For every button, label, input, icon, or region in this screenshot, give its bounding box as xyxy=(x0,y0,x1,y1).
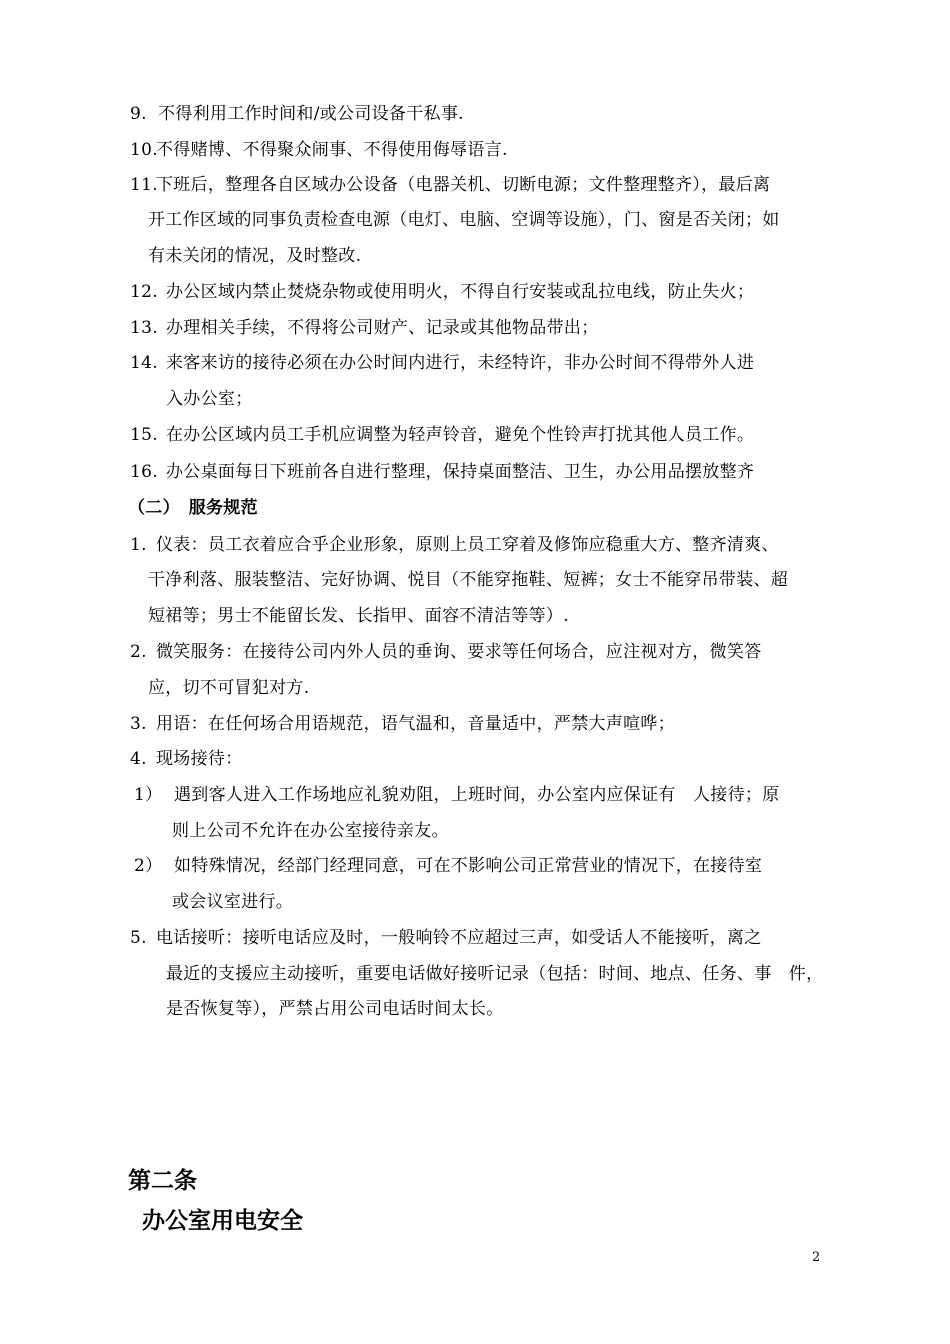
rule-number: 14. xyxy=(130,353,158,373)
rule-11-line-2: 开工作区域的同事负责检查电源（电灯、电脑、空调等设施），门、窗是否关闭；如 xyxy=(148,210,780,230)
rule-number: 9. xyxy=(130,104,147,124)
rule-text: 不得利用工作时间和/或公司设备干私事. xyxy=(158,104,464,124)
service-rule-4-sub-1 xyxy=(134,784,780,806)
rule-text: 办公区域内禁止焚烧杂物或使用明火，不得自行安装或乱拉电线，防止失火； xyxy=(166,282,755,302)
rule-text: 电话接听：接听电话应及时，一般响铃不应超过三声，如受话人不能接听，离之 xyxy=(156,928,762,948)
service-rule-5 xyxy=(130,927,762,949)
service-rule-1 xyxy=(130,534,779,556)
rule-number: 12. xyxy=(130,282,158,302)
article-title: 第二条 xyxy=(128,1168,197,1194)
service-rule-5-line-3: 是否恢复等），严禁占用公司电话时间太长。 xyxy=(166,999,504,1019)
rule-number: 11. xyxy=(130,175,158,195)
rule-number: 5. xyxy=(130,928,147,948)
rule-text: 现场接待： xyxy=(156,749,243,769)
rule-number: 3. xyxy=(130,714,147,734)
rule-number: 15. xyxy=(130,425,158,445)
rule-14 xyxy=(130,352,754,374)
rule-15 xyxy=(130,424,754,446)
service-rule-1-line-3: 短裙等；男士不能留长发、长指甲、面容不清洁等等）. xyxy=(148,606,569,626)
rule-number: 13. xyxy=(130,318,158,338)
rule-16 xyxy=(130,461,754,483)
service-rule-4-sub-2-line-2: 或会议室进行。 xyxy=(172,892,294,912)
article-subtitle: 办公室用电安全 xyxy=(142,1208,303,1234)
rule-11-line-3: 有未关闭的情况，及时整改. xyxy=(148,246,362,266)
service-rule-3 xyxy=(130,713,675,735)
rule-number: 2. xyxy=(130,642,147,662)
rule-text: 办理相关手续，不得将公司财产、记录或其他物品带出； xyxy=(166,318,599,338)
service-rule-4-sub-1-line-2: 则上公司不允许在办公室接待亲友。 xyxy=(172,821,449,841)
rule-10 xyxy=(130,139,508,161)
rule-9 xyxy=(130,103,464,125)
rule-text: 来客来访的接待必须在办公时间内进行，未经特许，非办公时间不得带外人进 xyxy=(166,353,755,373)
rule-11 xyxy=(130,174,770,196)
section-heading: （二） 服务规范 xyxy=(128,498,258,518)
rule-text: 办公桌面每日下班前各自进行整理，保持桌面整洁、卫生，办公用品摆放整齐 xyxy=(166,462,755,482)
rule-text: 仪表：员工衣着应合乎企业形象，原则上员工穿着及修饰应稳重大方、整齐清爽、 xyxy=(156,535,779,555)
service-rule-2 xyxy=(130,641,762,663)
rule-text: 遇到客人进入工作场地应礼貌劝阻，上班时间，办公室内应保证有 人接待；原 xyxy=(174,785,780,805)
rule-number: 2） xyxy=(134,856,163,876)
rule-text: 如特殊情况，经部门经理同意，可在不影响公司正常营业的情况下，在接待室 xyxy=(174,856,763,876)
service-rule-5-line-2: 最近的支援应主动接听，重要电话做好接听记录（包括：时间、地点、任务、事 件， xyxy=(166,964,824,984)
rule-text: 不得赌博、不得聚众闹事、不得使用侮辱语言. xyxy=(156,140,508,160)
service-rule-4-sub-2 xyxy=(134,855,762,877)
rule-number: 4. xyxy=(130,749,147,769)
page-number: 2 xyxy=(812,1250,821,1265)
rule-number: 10. xyxy=(130,140,158,160)
rule-12 xyxy=(130,281,754,303)
rule-text: 在办公区域内员工手机应调整为轻声铃音，避免个性铃声打扰其他人员工作。 xyxy=(166,425,755,445)
rule-13 xyxy=(130,317,599,339)
rule-number: 1. xyxy=(130,535,147,555)
rule-text: 微笑服务：在接待公司内外人员的垂询、要求等任何场合，应注视对方，微笑答 xyxy=(156,642,762,662)
rule-14-line-2: 入办公室； xyxy=(166,389,253,409)
service-rule-1-line-2: 干净利落、服装整洁、完好协调、悦目（不能穿拖鞋、短裤；女士不能穿吊带装、超 xyxy=(148,570,789,590)
rule-number: 1） xyxy=(134,785,163,805)
rule-number: 16. xyxy=(130,462,158,482)
rule-text: 用语：在任何场合用语规范，语气温和，音量适中，严禁大声喧哗； xyxy=(156,714,675,734)
service-rule-2-line-2: 应，切不可冒犯对方. xyxy=(148,678,310,698)
rule-text: 下班后，整理各自区域办公设备（电器关机、切断电源；文件整理整齐），最后离 xyxy=(156,175,771,195)
service-rule-4 xyxy=(130,748,243,770)
